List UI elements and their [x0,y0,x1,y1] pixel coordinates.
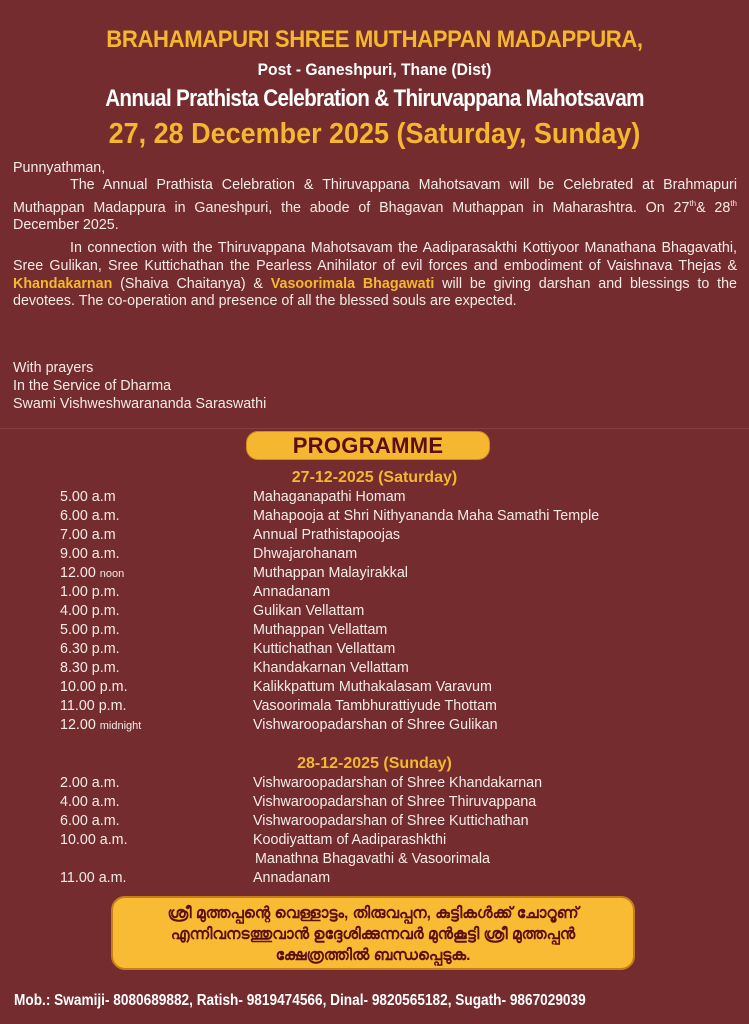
sign-line-2: In the Service of Dharma [13,377,172,394]
schedule-event: Khandakarnan Vellattam [253,660,409,676]
schedule-time [60,640,253,659]
schedule-event: Vishwaroopadarshan of Shree Kuttichathan [253,813,529,829]
schedule-row [60,812,740,831]
schedule-time [60,507,253,526]
time-value: 10.00 p.m. [60,679,128,695]
highlight-khandakarnan: Khandakarnan [13,275,113,292]
p1-text-a: The Annual Prathista Celebration & Thiruvappana Mahotsavam will be Celebrated at Brahmapuri Muthappan Madappura in Ganeshpuri, the abode of Bhagavan Muthappan in Maharashtra. On 27 [13,177,737,216]
time-suffix: noon [99,568,125,580]
time-value: 10.00 a.m. [60,832,128,848]
p1-sup-2: th [730,198,737,208]
schedule-time [60,545,253,564]
schedule-time [60,793,253,812]
event-dates: 27, 28 December 2025 (Saturday, Sunday) [108,118,641,150]
greeting: Punnyathman, [13,160,106,176]
schedule-time [60,583,253,602]
time-value: 6.30 p.m. [60,641,120,657]
schedule-event: Mahapooja at Shri Nithyananda Maha Samathi Temple [253,508,600,524]
schedule-event: Annual Prathistapoojas [253,527,401,543]
time-value: 5.00 a.m [60,489,116,505]
p2-text-c: will be giving darshan and blessings to the devotees. The co-operation and presence of all the blessed souls are expected. [13,275,738,310]
time-value: 5.00 p.m. [60,622,120,638]
day-2-schedule [60,774,740,888]
location-subtitle: Post - Ganeshpuri, Thane (Dist) [257,60,492,79]
schedule-event: Vishwaroopadarshan of Shree Thiruvappana [253,794,537,810]
sign-line-1: With prayers [13,360,94,376]
schedule-event: Annadanam [253,870,331,886]
time-value: 8.30 p.m. [60,660,120,676]
time-value: 4.00 a.m. [60,794,120,810]
intro-paragraph [13,177,737,235]
schedule-row [60,793,740,812]
day-1-schedule [60,488,740,735]
day-2-heading: 28-12-2025 (Sunday) [297,755,452,772]
schedule-event: Annadanam [253,584,331,600]
time-suffix: midnight [99,720,142,732]
schedule-row [60,526,740,545]
time-value: 2.00 a.m. [60,775,120,791]
schedule-time [60,678,253,697]
schedule-event: Muthappan Vellattam [253,622,388,638]
schedule-row [60,774,740,793]
schedule-event: Kalikkpattum Muthakalasam Varavum [253,679,492,695]
p1-sup-1: th [689,198,697,208]
contact-numbers: Mob.: Swamiji- 8080689882, Ratish- 9819474566, Dinal- 9820565182, Sugath- 9867029039 [14,992,586,1009]
schedule-event: Gulikan Vellattam [253,603,365,619]
schedule-row [60,488,740,507]
time-value: 4.00 p.m. [60,603,120,619]
time-value: 7.00 a.m [60,527,116,543]
p1-text-c: December 2025. [13,217,119,234]
programme-badge: PROGRAMME [246,431,490,460]
schedule-time [60,697,253,716]
schedule-time [60,526,253,545]
schedule-event: Mahaganapathi Homam [253,489,406,505]
schedule-row [60,621,740,640]
time-value: 12.00 [60,565,100,581]
schedule-event: Muthappan Malayirakkal [253,565,408,581]
time-value: 9.00 a.m. [60,546,120,562]
time-value: 11.00 a.m. [60,870,127,886]
schedule-row [60,869,740,888]
signature-block [13,360,266,413]
schedule-event: Dhwajarohanam [253,546,358,562]
p1-text-b: & 28 [696,199,731,216]
highlight-vasoorimala: Vasoorimala Bhagawati [270,275,435,292]
malayalam-notice [111,896,635,970]
schedule-row [60,659,740,678]
schedule-event: Vishwaroopadarshan of Shree Gulikan [253,717,498,733]
schedule-row [60,602,740,621]
schedule-row [60,831,740,850]
schedule-row [60,564,740,583]
notice-line-3: ക്ഷേത്രത്തിൽ ബന്ധപ്പെടുക. [275,947,471,964]
schedule-event: Vasoorimala Tambhurattiyude Thottam [253,698,497,714]
time-value: 6.00 a.m. [60,508,120,524]
schedule-time [60,869,253,888]
time-value: 11.00 p.m. [60,698,127,714]
schedule-event: Kuttichathan Vellattam [253,641,396,657]
p2-text-b: (Shaiva Chaitanya) & [112,275,271,292]
schedule-row [60,583,740,602]
day-1-heading: 27-12-2025 (Saturday) [291,469,458,486]
notice-line-2: എന്നിവനടത്തുവാൻ ഉദ്ദേശിക്കുന്നവർ മുൻകൂട്ടി ശ്രീ മുത്തപ്പൻ [170,926,576,943]
schedule-time [60,602,253,621]
schedule-row [60,640,740,659]
section-divider [0,428,749,429]
schedule-row [60,507,740,526]
schedule-event: Vishwaroopadarshan of Shree Khandakarnan [253,775,543,791]
schedule-time [60,850,253,869]
p2-text-a: In connection with the Thiruvappana Mahotsavam the Aadiparasakthi Kottiyoor Manathana Bhagavathi, Sree Gulikan, Sree Kuttichathan the Pearless Anihilator of evil forces and embodiment of Vaishnava Thejas & [13,240,737,274]
schedule-event: Koodiyattam of Aadiparashkthi [253,832,447,848]
schedule-row [60,697,740,716]
schedule-time [60,621,253,640]
schedule-time [60,774,253,793]
sign-line-3: Swami Vishweshwarananda Saraswathi [13,395,267,412]
schedule-row [60,545,740,564]
schedule-time [60,564,253,583]
schedule-time [60,831,253,850]
time-value: 1.00 p.m. [60,584,120,600]
schedule-time [60,812,253,831]
time-value: 12.00 [60,717,100,733]
schedule-time [60,659,253,678]
schedule-row [60,716,740,735]
notice-line-1: ശ്രീ മുത്തപ്പന്റെ വെള്ളാട്ടം, തിരുവപ്പന, കുട്ടികൾക്ക് ചോറൂണ് [167,905,579,922]
event-title: Annual Prathista Celebration & Thiruvappana Mahotsavam [105,85,644,112]
org-title: BRAHAMAPURI SHREE MUTHAPPAN MADAPPURA, [106,26,643,53]
schedule-event: Manathna Bhagavathi & Vasoorimala [255,851,490,867]
schedule-time [60,716,253,735]
details-paragraph [13,240,737,311]
schedule-time [60,488,253,507]
schedule-row [60,678,740,697]
time-value: 6.00 a.m. [60,813,120,829]
schedule-row [60,850,740,869]
